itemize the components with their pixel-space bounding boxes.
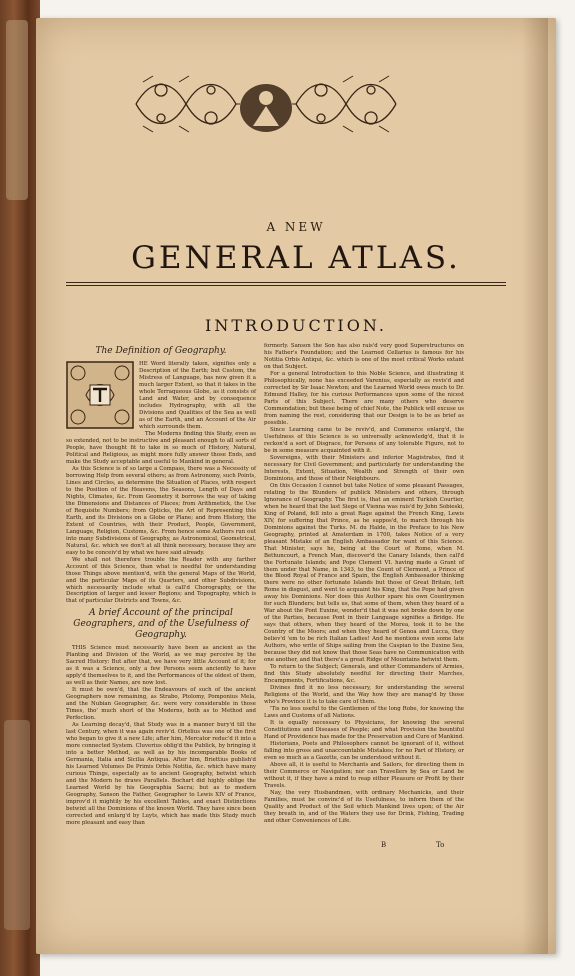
paragraph: THIS Science must necessarily have been as ancient as the Planting and Division of the World, as we may perceive by the Sacred History: But after that, we have very little Account of it; for as it was a Science, only a few Persons seem anciently to have apply'd themselves to it, and the Performances of the oldest of them, as well as their Names, are now lost.: [66, 645, 256, 687]
catchword: To: [436, 841, 445, 849]
spine-wear: [6, 20, 28, 200]
paragraph: On this Occasion I cannot but take Notice of some pleasant Passages, relating to the Blunders of publick Ministers and others, through Ignorance of Geography. The first is, that an eminent Turkish Courtier, when he heard that the last Siege of Vienna was rais'd by John Sobieski, King of Poland, fell into a great Rage against the French King, Lewis XIV, for suffering that Prince, as he suppos'd, to march through his Dominions against the Turks. M. du Halde, in the Preface to his New Geography, printed at Amsterdam in 1700, takes Notice of a very pleasant Mistake of an English Ambassador for want of this Science. That Minister, says he, being at the Court of Rome, when M. Bethuncourt, a French Man, discover'd the Canary Islands, then call'd the Fortunate Islands; and Pope Clement VI. having made a Grant of them under that Name, in 1343, to the Count of Clermont, a Prince of the Blood Royal of France and Spain, the English Ambassador thinking there were no other fortunate Islands but those of Great Britain, left Rome in disgust, and went to acquaint his King, that the Pope had given away his Dominions. Nor does this Author spare his own Countrymen for such Blunders; but tells us, that some of them, when they heard of a War about the Pont Euxine, wonder'd that it was not broke down by one of the Parties, because Pont in their Language signifies a Bridge. He says that others, when they heard of the Morea, took it to be the Country of the Moors; and when they heard of Genoa and Lucca, they believ'd 'em to be rich Italian Ladies! And he mentions even some late Authors, who write of Ships sailing from the Caspian to the Euxine Sea, because they did not know that those Seas have no Communication with one another, and that there's a great Ridge of Mountains betwixt them.: [264, 482, 464, 664]
paragraph: As Learning decay'd, that Study was in a manner bury'd till the last Century, when it was again reviv'd. Ortelius was one of the first who began to give it a new Life; after him, Mercator reduc'd it into a more connected System. Cluverius oblig'd the Publick, by bringing it into a better Method, as well as by his incomparable Books of Germania, Italia and Sicilia Antiqua. After him, Briettius publish'd his Learned Volumes De Primis Orbis Notitia, &c. which have many curious Things, especially as to ancient Geography, betwixt which and the Modern he draws Parallels. Bochart did highly oblige the Learned World by his Geographia Sacra; but as to modern Geography, Sanson the Father, Geographer to Lewis XIV of France, improv'd it mightily by his excellent Tables, and exact Distinctions betwixt all the Dominions of the known World. They have since been corrected and enlarg'd by Luyts, which has made this Study much more pleasant and easy than: [66, 722, 256, 827]
paragraph: HE Word literally taken, signifies only a Description of the Earth; but Custom, the Mistress of Language, has now given it a much larger Extent, so that it takes in the whole Terraqueous Globe, as it consists of Land and Water, and by consequence includes Hydrography, with all the Divisions and Qualities of the Sea as well as of the Earth, and an Account of the Air which surrounds them.: [139, 361, 256, 430]
paragraph: Historians, Poets and Philosophers cannot be ignorant of it, without falling into gross and unaccountable Mistakes; for no Part of History, or even so much as a Gazette, can be understood without it.: [264, 741, 464, 762]
paragraph: Divines find it no less necessary, for understanding the several Religions of the World, and the Way how they are manag'd by those who's Province it is to take care of them.: [264, 685, 464, 706]
page-edge-shadow: [522, 18, 548, 954]
column-heading: The Definition of Geography.: [95, 346, 227, 356]
paragraph: It must be own'd, that the Endeavours of such of the ancient Geographers now remaining, as Strabo, Ptolomy, Pomponius Mela, and the Nubian Geographer, &c. were very considerable in those Times, tho' much short of the Moderns, both as to Method and Perfection.: [66, 687, 256, 722]
paragraph: To return to the Subject; Generals, and other Commanders of Armies, find this Study absolutely needful for directing their Marches, Encampments, Fortifications, &c.: [264, 664, 464, 685]
spine-wear: [4, 720, 30, 930]
drop-cap-initial: [66, 361, 134, 429]
paragraph: As this Science is of so large a Compass, there was a Necessity of borrowing Help from several others; as from Astronomy, such Points, Lines and Circles, as determine the Situation of Places, with respect to the Position of the Heavens, the Seasons, Length of Days and Nights, Climates, &c. From Geometry it borrows the way of taking the Dimensions and Distances of Places; from Arithmetick, the Use of Requisite Numbers; from Opticks, the Art of Representing this Earth, and its Divisions on a Globe or Plane; and from History, the Extent of Countries, with their Product, People, Government, Language, Religion, Customs, &c. From hence some Authors run out into many Subdivisions of Geography, as Astronomical, Geometrical, Natural, &c. which we don't at all think necessary, because they are easy to be conceiv'd by what we have said already.: [66, 465, 256, 556]
book-page: [36, 18, 556, 954]
book-spine: [0, 0, 40, 976]
section-heading: INTRODUCTION.: [205, 316, 387, 335]
headpiece-ornament: [131, 68, 401, 140]
signature-mark: B: [381, 841, 387, 849]
title-prefix: A NEW: [266, 220, 326, 234]
page-title: GENERAL ATLAS.: [131, 240, 461, 276]
title-rule: [66, 285, 506, 286]
paragraph: For a general Introduction to this Noble Science, and illustrating it Philosophically, none has exceeded Varenius, especially as revis'd and corrected by Sir Isaac Newton; and the Learned World owes much to Dr. Edmund Halley, for his curious Performances upon some of the nicest Parts of this Subject. There are many others who deserve Commendation; but these being of chief Note, the Publick will excuse us from naming the rest, considering that our Design is to be as brief as possible.: [264, 370, 464, 426]
paragraph: 'Tis no less useful to the Gentlemen of the long Robe, for knowing the Laws and Customs of all Nations.: [264, 706, 464, 720]
text-column-left: [66, 343, 256, 827]
text-column-right: [264, 343, 464, 825]
paragraph: formerly. Sanson the Son has also rais'd very good Superstructures on his Father's Foundation; and the Learned Cellarius is famous for his Notitia Orbis Antiqui, &c. which is one of the most critical Works extant on that Subject.: [264, 343, 464, 370]
paragraph: It is equally necessary to Physicians, for knowing the several Constitutions and Diseases of People; and what Provision the bountiful Hand of Providence has made for the Preservation and Cure of Mankind.: [264, 720, 464, 741]
paragraph: Sovereigns, with their Ministers and inferior Magistrates, find it necessary for Civil Government; and particularly for understanding the Interests, Extent, Situation, Wealth and Strength of their own Dominions, and those of their Neighbours.: [264, 454, 464, 482]
paragraph: We shall not therefore trouble the Reader with any farther Account of this Science, than what is needful for understanding those Things above mention'd, with the general Maps of the World, and the particular Maps of its Quarters, and other Subdivisions, which necessarily include what is call'd Chorography, or the Description of larger and lesser Regions; and Topography, which is that of particular Districts and Towns, &c.: [66, 556, 256, 605]
column-heading: A brief Account of the principal Geographers, and of the Usefulness of Geography.: [73, 608, 249, 641]
paragraph: Since Learning came to be reviv'd, and Commerce enlarg'd, the Usefulness of this Science is so universally acknowledg'd, that it is reckon'd a sort of Disgrace, for Persons of any tolerable Figure, not to be in some measure acquainted with it.: [264, 426, 464, 454]
paragraph: The Moderns finding this Study, even as so extended, not to be instructive and pleasant enough to all sorts of People, have thought fit to take in so much of History, Natural, Political and Religious, as might more fully answer those Ends, and make the Study acceptable and useful to Mankind in general.: [66, 430, 256, 465]
paragraph: Above all, it is useful to Merchants and Sailors, for directing them in their Commerce or Navigation; nor can Travellers by Sea or Land be without it, if they have a mind to reap either Pleasure or Profit by their Travels.: [264, 762, 464, 790]
title-rule: [66, 282, 506, 283]
paragraph: Nay, the very Husbandmen, with ordinary Mechanicks, and their Families, must be convinc'd of its Usefulness, to inform them of the Quality and Product of the Soil which Mankind lives upon; of the Air they breath in, and of the Waters they use for Drink, Fishing, Trading and other Conveniences of Life.: [264, 790, 464, 824]
